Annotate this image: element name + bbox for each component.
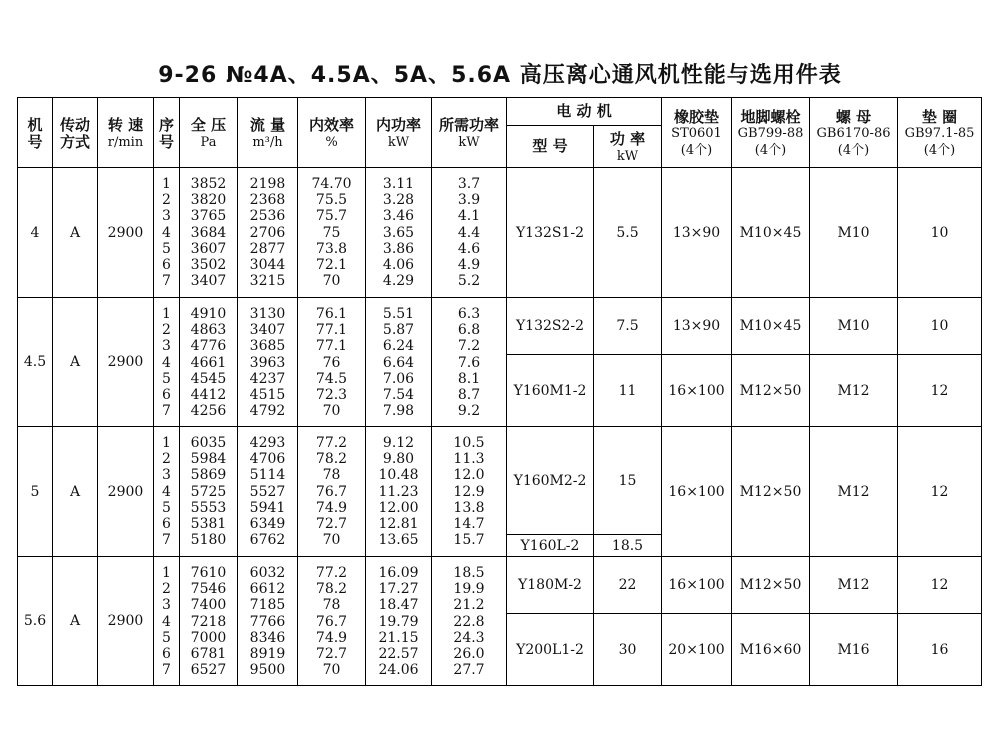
flow-value: 5941 xyxy=(249,499,286,516)
inner-value: 5.87 xyxy=(382,322,415,339)
req-power-cell xyxy=(432,168,507,298)
washer-cell: 16 xyxy=(898,614,982,686)
inner-value: 17.27 xyxy=(378,581,419,598)
seq-value: 1 xyxy=(162,306,171,322)
pressure-value: 7546 xyxy=(190,581,227,598)
inner-value: 18.47 xyxy=(378,597,419,614)
pressure-value: 7000 xyxy=(190,629,227,646)
header-motor-power xyxy=(594,126,662,168)
req-value: 9.2 xyxy=(457,403,481,420)
motor-type-cell: Y180M-2 xyxy=(507,557,594,614)
bolt-cell: M10×45 xyxy=(732,168,810,298)
eff-value: 78.2 xyxy=(315,451,348,468)
flow-value: 3130 xyxy=(249,306,286,322)
flow-value: 4706 xyxy=(249,451,286,468)
seq-value: 5 xyxy=(162,370,171,387)
model-cell: 5.6 xyxy=(18,557,53,686)
motor-type-cell: Y160M2-2 xyxy=(507,427,594,535)
req-value: 7.6 xyxy=(457,354,481,371)
eff-value: 75 xyxy=(322,224,341,241)
req-power-cell xyxy=(432,298,507,427)
seq-value: 2 xyxy=(162,322,171,339)
pressure-value: 5725 xyxy=(190,483,227,500)
flow-value: 9500 xyxy=(249,662,286,679)
eff-value: 77.1 xyxy=(315,338,348,355)
flow-value: 3407 xyxy=(249,322,286,339)
req-value: 14.7 xyxy=(453,515,485,532)
seq-value: 4 xyxy=(162,224,171,241)
req-value: 4.1 xyxy=(457,208,481,225)
header-text: 内效率 xyxy=(308,116,354,135)
req-value: 4.6 xyxy=(457,240,481,257)
flow-cell xyxy=(238,427,298,557)
header-text: 垫 圈 xyxy=(921,108,958,127)
washer-cell: 12 xyxy=(898,557,982,614)
motor-type-cell: Y132S2-2 xyxy=(507,298,594,355)
group-row xyxy=(18,168,982,298)
eff-value: 74.70 xyxy=(311,176,352,192)
speed-cell: 2900 xyxy=(98,427,154,557)
pressure-value: 4545 xyxy=(190,370,227,387)
seq-value: 7 xyxy=(162,532,171,549)
efficiency-cell xyxy=(298,298,366,427)
inner-power-cell xyxy=(366,298,432,427)
inner-value: 7.54 xyxy=(382,386,415,403)
pressure-value: 7610 xyxy=(190,565,227,581)
inner-value: 24.06 xyxy=(378,662,419,679)
speed-cell: 2900 xyxy=(98,298,154,427)
nut-cell: M12 xyxy=(810,557,898,614)
header-gasket xyxy=(662,98,732,168)
header-motor-type: 型 号 xyxy=(507,126,594,168)
flow-value: 2198 xyxy=(249,176,286,192)
flow-value: 3963 xyxy=(249,354,286,371)
motor-power-cell: 18.5 xyxy=(594,535,662,557)
group-row xyxy=(18,427,982,535)
header-qty: (4个) xyxy=(754,142,787,158)
bolt-cell: M12×50 xyxy=(732,355,810,427)
eff-value: 76.1 xyxy=(315,306,348,322)
speed-cell: 2900 xyxy=(98,557,154,686)
req-value: 8.1 xyxy=(457,370,481,387)
seq-value: 4 xyxy=(162,613,171,630)
req-value: 5.2 xyxy=(457,273,481,290)
flow-value: 6349 xyxy=(249,515,286,532)
header-standard: ST0601 xyxy=(671,126,722,142)
seq-value: 6 xyxy=(162,386,171,403)
req-power-cell xyxy=(432,427,507,557)
motor-power-cell: 22 xyxy=(594,557,662,614)
header-text: 螺 母 xyxy=(835,108,872,127)
inner-value: 3.46 xyxy=(382,208,415,225)
seq-value: 1 xyxy=(162,565,171,581)
header-unit: m³/h xyxy=(252,134,283,150)
bolt-cell: M16×60 xyxy=(732,614,810,686)
inner-value: 21.15 xyxy=(378,629,419,646)
washer-cell: 12 xyxy=(898,355,982,427)
seq-value: 5 xyxy=(162,629,171,646)
pressure-value: 6035 xyxy=(190,435,227,451)
efficiency-cell xyxy=(298,168,366,298)
inner-value: 3.65 xyxy=(382,224,415,241)
drive-cell: A xyxy=(53,298,98,427)
flow-value: 3685 xyxy=(249,338,286,355)
header-washer xyxy=(898,98,982,168)
gasket-cell: 16×100 xyxy=(662,427,732,557)
header-text: 地脚螺栓 xyxy=(740,108,801,127)
gasket-cell: 20×100 xyxy=(662,614,732,686)
seq-value: 3 xyxy=(162,208,171,225)
header-text: 内功率 xyxy=(375,116,421,135)
pressure-value: 4776 xyxy=(190,338,227,355)
eff-value: 70 xyxy=(322,662,341,679)
header-text: 号 xyxy=(27,132,43,151)
nut-cell: M10 xyxy=(810,168,898,298)
eff-value: 77.2 xyxy=(315,565,348,581)
req-value: 6.8 xyxy=(457,322,481,339)
header-nut xyxy=(810,98,898,168)
bolt-cell: M12×50 xyxy=(732,427,810,557)
header-model-no xyxy=(18,98,53,168)
inner-value: 5.51 xyxy=(382,306,415,322)
flow-value: 3215 xyxy=(249,273,286,290)
flow-value: 8346 xyxy=(249,629,286,646)
req-value: 10.5 xyxy=(453,435,485,451)
eff-value: 70 xyxy=(322,532,341,549)
flow-value: 2877 xyxy=(249,240,286,257)
seq-cell xyxy=(154,298,180,427)
flow-value: 6612 xyxy=(249,581,286,598)
pressure-cell xyxy=(180,427,238,557)
flow-value: 2706 xyxy=(249,224,286,241)
nut-cell: M12 xyxy=(810,355,898,427)
eff-value: 74.9 xyxy=(315,629,348,646)
header-text: 机 xyxy=(27,116,43,135)
req-power-cell xyxy=(432,557,507,686)
model-cell: 5 xyxy=(18,427,53,557)
eff-value: 77.1 xyxy=(315,322,348,339)
motor-power-cell: 30 xyxy=(594,614,662,686)
req-value: 12.0 xyxy=(453,467,485,484)
req-value: 12.9 xyxy=(453,483,485,500)
eff-value: 76.7 xyxy=(315,483,348,500)
pressure-value: 3684 xyxy=(190,224,227,241)
flow-value: 2536 xyxy=(249,208,286,225)
pressure-cell xyxy=(180,298,238,427)
req-value: 18.5 xyxy=(453,565,485,581)
eff-value: 72.7 xyxy=(315,645,348,662)
flow-cell xyxy=(238,168,298,298)
seq-cell xyxy=(154,427,180,557)
pressure-value: 4412 xyxy=(190,386,227,403)
inner-value: 9.12 xyxy=(382,435,415,451)
seq-value: 3 xyxy=(162,467,171,484)
inner-power-cell xyxy=(366,427,432,557)
seq-value: 6 xyxy=(162,256,171,273)
header-row-1 xyxy=(18,98,982,126)
flow-value: 5114 xyxy=(249,467,286,484)
header-speed xyxy=(98,98,154,168)
inner-power-cell xyxy=(366,168,432,298)
header-unit: kW xyxy=(458,134,480,150)
req-value: 8.7 xyxy=(457,386,481,403)
inner-value: 6.24 xyxy=(382,338,415,355)
inner-value: 7.06 xyxy=(382,370,415,387)
flow-value: 6032 xyxy=(249,565,286,581)
seq-value: 7 xyxy=(162,662,171,679)
header-text: 流 量 xyxy=(249,116,286,135)
eff-value: 76 xyxy=(322,354,341,371)
eff-value: 75.5 xyxy=(315,192,348,209)
inner-value: 12.00 xyxy=(378,499,419,516)
pressure-value: 3407 xyxy=(190,273,227,290)
pressure-value: 5180 xyxy=(190,532,227,549)
header-unit: kW xyxy=(387,134,410,150)
pressure-value: 4256 xyxy=(190,403,227,420)
pressure-value: 6527 xyxy=(190,662,227,679)
header-text: 所需功率 xyxy=(438,116,499,135)
flow-cell xyxy=(238,298,298,427)
header-pressure xyxy=(180,98,238,168)
eff-value: 78 xyxy=(322,467,341,484)
efficiency-cell xyxy=(298,427,366,557)
req-value: 4.4 xyxy=(457,224,481,241)
header-text: 功 率 xyxy=(609,130,646,149)
header-qty: (4个) xyxy=(680,142,713,158)
eff-value: 74.5 xyxy=(315,370,348,387)
header-unit: r/min xyxy=(107,134,144,150)
pressure-value: 3765 xyxy=(190,208,227,225)
header-drive xyxy=(53,98,98,168)
eff-value: 77.2 xyxy=(315,435,348,451)
flow-value: 7185 xyxy=(249,597,286,614)
motor-type-cell: Y200L1-2 xyxy=(507,614,594,686)
seq-value: 1 xyxy=(162,435,171,451)
header-text: 橡胶垫 xyxy=(674,108,720,127)
seq-value: 2 xyxy=(162,581,171,598)
eff-value: 72.7 xyxy=(315,515,348,532)
seq-value: 3 xyxy=(162,338,171,355)
inner-value: 4.29 xyxy=(382,273,415,290)
header-text: 号 xyxy=(158,132,174,151)
motor-power-cell: 5.5 xyxy=(594,168,662,298)
inner-value: 3.86 xyxy=(382,240,415,257)
header-inner-power xyxy=(366,98,432,168)
req-value: 26.0 xyxy=(453,645,485,662)
inner-value: 22.57 xyxy=(378,645,419,662)
header-standard: GB799-88 xyxy=(737,126,804,142)
group-row xyxy=(18,298,982,355)
pressure-value: 3502 xyxy=(190,256,227,273)
eff-value: 72.3 xyxy=(315,386,348,403)
seq-value: 1 xyxy=(162,176,171,192)
pressure-value: 7400 xyxy=(190,597,227,614)
gasket-cell: 16×100 xyxy=(662,355,732,427)
header-unit: % xyxy=(325,134,338,150)
inner-value: 3.11 xyxy=(382,176,415,192)
flow-cell xyxy=(238,557,298,686)
flow-value: 4237 xyxy=(249,370,286,387)
flow-value: 8919 xyxy=(249,645,286,662)
eff-value: 78.2 xyxy=(315,581,348,598)
pressure-cell xyxy=(180,168,238,298)
eff-value: 74.9 xyxy=(315,499,348,516)
model-cell: 4.5 xyxy=(18,298,53,427)
header-text: 传动 xyxy=(59,116,90,135)
eff-value: 70 xyxy=(322,403,341,420)
flow-value: 7766 xyxy=(249,613,286,630)
drive-cell: A xyxy=(53,427,98,557)
speed-cell: 2900 xyxy=(98,168,154,298)
req-value: 21.2 xyxy=(453,597,485,614)
req-value: 7.2 xyxy=(457,338,481,355)
req-value: 4.9 xyxy=(457,256,481,273)
seq-value: 2 xyxy=(162,192,171,209)
flow-value: 4515 xyxy=(249,386,286,403)
flow-value: 2368 xyxy=(249,192,286,209)
nut-cell: M12 xyxy=(810,427,898,557)
eff-value: 72.1 xyxy=(315,256,348,273)
header-req-power xyxy=(432,98,507,168)
seq-value: 4 xyxy=(162,483,171,500)
efficiency-cell xyxy=(298,557,366,686)
header-text: 全 压 xyxy=(190,116,227,135)
motor-power-cell: 7.5 xyxy=(594,298,662,355)
inner-value: 16.09 xyxy=(378,565,419,581)
seq-value: 5 xyxy=(162,499,171,516)
inner-value: 6.64 xyxy=(382,354,415,371)
req-value: 3.9 xyxy=(457,192,481,209)
req-value: 13.8 xyxy=(453,499,485,516)
req-value: 27.7 xyxy=(453,662,485,679)
motor-power-cell: 11 xyxy=(594,355,662,427)
seq-value: 3 xyxy=(162,597,171,614)
performance-table xyxy=(17,97,982,686)
seq-value: 6 xyxy=(162,515,171,532)
model-cell: 4 xyxy=(18,168,53,298)
gasket-cell: 13×90 xyxy=(662,298,732,355)
pressure-cell xyxy=(180,557,238,686)
flow-value: 6762 xyxy=(249,532,286,549)
page-title: 9-26 №4A、4.5A、5A、5.6A 高压离心通风机性能与选用件表 xyxy=(158,63,842,88)
flow-value: 4293 xyxy=(249,435,286,451)
inner-value: 3.28 xyxy=(382,192,415,209)
pressure-value: 3820 xyxy=(190,192,227,209)
header-flow xyxy=(238,98,298,168)
seq-value: 6 xyxy=(162,645,171,662)
bolt-cell: M12×50 xyxy=(732,557,810,614)
flow-value: 4792 xyxy=(249,403,286,420)
inner-value: 11.23 xyxy=(378,483,419,500)
washer-cell: 10 xyxy=(898,168,982,298)
drive-cell: A xyxy=(53,557,98,686)
inner-value: 19.79 xyxy=(378,613,419,630)
seq-value: 7 xyxy=(162,403,171,420)
gasket-cell: 13×90 xyxy=(662,168,732,298)
header-qty: (4个) xyxy=(923,142,956,158)
header-standard: GB6170-86 xyxy=(816,126,891,142)
washer-cell: 12 xyxy=(898,427,982,557)
pressure-value: 4661 xyxy=(190,354,227,371)
motor-type-cell: Y132S1-2 xyxy=(507,168,594,298)
header-motor: 电 动 机 xyxy=(507,98,662,126)
inner-value: 4.06 xyxy=(382,256,415,273)
inner-value: 10.48 xyxy=(378,467,419,484)
header-seq xyxy=(154,98,180,168)
req-value: 15.7 xyxy=(453,532,485,549)
pressure-value: 4863 xyxy=(190,322,227,339)
pressure-value: 4910 xyxy=(190,306,227,322)
header-efficiency xyxy=(298,98,366,168)
pressure-value: 5984 xyxy=(190,451,227,468)
pressure-value: 3852 xyxy=(190,176,227,192)
req-value: 3.7 xyxy=(457,176,481,192)
eff-value: 73.8 xyxy=(315,240,348,257)
header-standard: GB97.1-85 xyxy=(904,126,975,142)
inner-value: 12.81 xyxy=(378,515,419,532)
header-text: 转 速 xyxy=(107,116,144,135)
inner-power-cell xyxy=(366,557,432,686)
eff-value: 76.7 xyxy=(315,613,348,630)
seq-cell xyxy=(154,168,180,298)
seq-value: 4 xyxy=(162,354,171,371)
header-bolt xyxy=(732,98,810,168)
seq-cell xyxy=(154,557,180,686)
seq-value: 2 xyxy=(162,451,171,468)
header-qty: (4个) xyxy=(837,142,870,158)
pressure-value: 7218 xyxy=(190,613,227,630)
motor-type-cell: Y160M1-2 xyxy=(507,355,594,427)
bolt-cell: M10×45 xyxy=(732,298,810,355)
inner-value: 13.65 xyxy=(378,532,419,549)
header-unit: kW xyxy=(616,148,639,164)
inner-value: 7.98 xyxy=(382,403,415,420)
pressure-value: 3607 xyxy=(190,240,227,257)
header-text: 序 xyxy=(158,116,174,135)
pressure-value: 5381 xyxy=(190,515,227,532)
drive-cell: A xyxy=(53,168,98,298)
eff-value: 70 xyxy=(322,273,341,290)
req-value: 22.8 xyxy=(453,613,485,630)
req-value: 6.3 xyxy=(457,306,481,322)
pressure-value: 6781 xyxy=(190,645,227,662)
nut-cell: M16 xyxy=(810,614,898,686)
flow-value: 3044 xyxy=(249,256,286,273)
washer-cell: 10 xyxy=(898,298,982,355)
inner-value: 9.80 xyxy=(382,451,415,468)
eff-value: 78 xyxy=(322,597,341,614)
req-value: 19.9 xyxy=(453,581,485,598)
seq-value: 5 xyxy=(162,240,171,257)
gasket-cell: 16×100 xyxy=(662,557,732,614)
flow-value: 5527 xyxy=(249,483,286,500)
motor-type-cell: Y160L-2 xyxy=(507,535,594,557)
motor-power-cell: 15 xyxy=(594,427,662,535)
header-unit: Pa xyxy=(200,134,217,150)
req-value: 24.3 xyxy=(453,629,485,646)
eff-value: 75.7 xyxy=(315,208,348,225)
header-text: 方式 xyxy=(59,132,90,151)
group-row xyxy=(18,557,982,614)
nut-cell: M10 xyxy=(810,298,898,355)
pressure-value: 5869 xyxy=(190,467,227,484)
req-value: 11.3 xyxy=(453,451,485,468)
seq-value: 7 xyxy=(162,273,171,290)
pressure-value: 5553 xyxy=(190,499,227,516)
